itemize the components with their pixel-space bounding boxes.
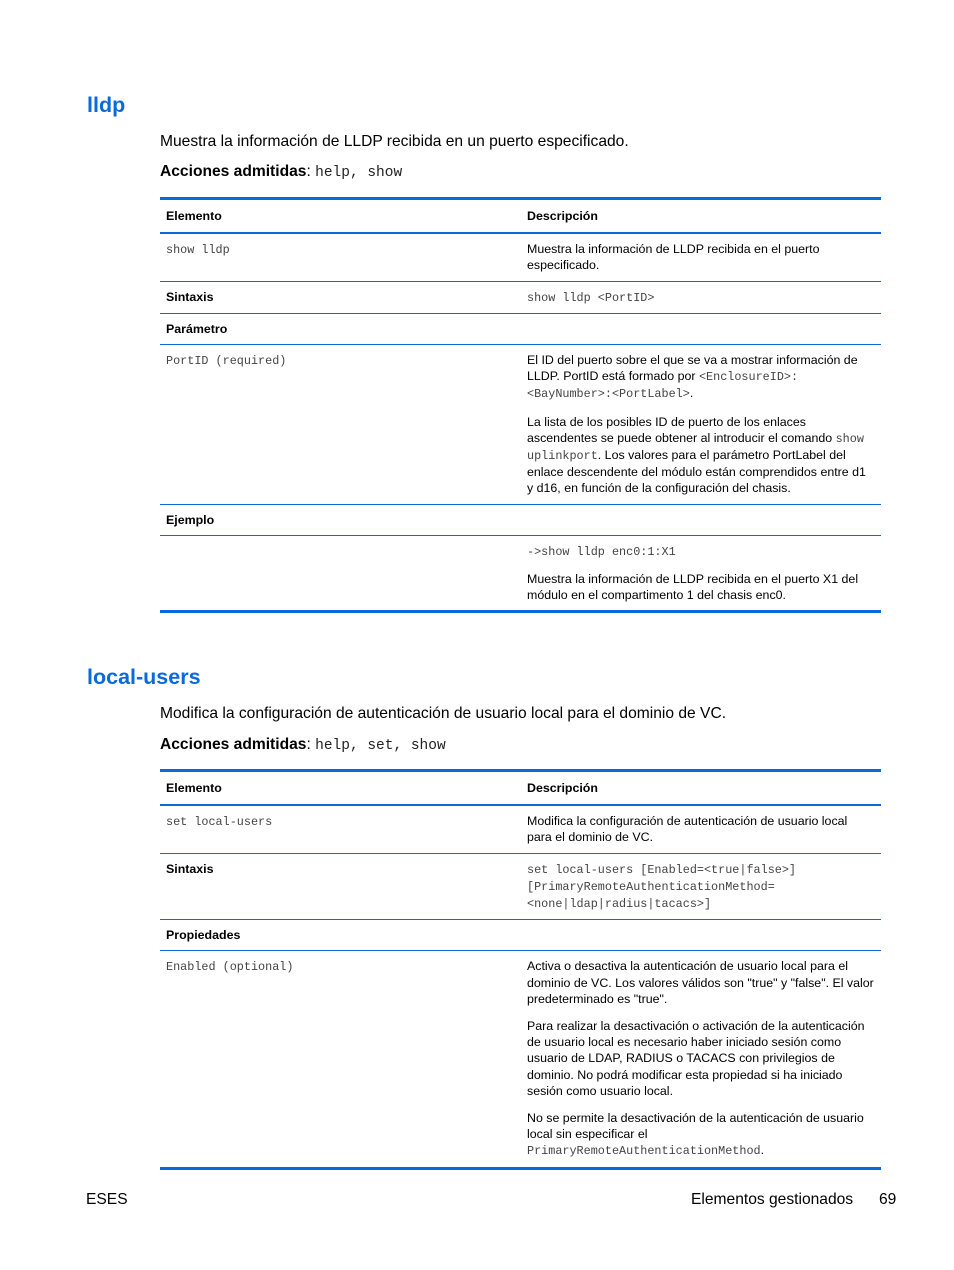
table-row (160, 504, 881, 535)
actions-separator: : (306, 736, 316, 753)
prop-description-2: Para realizar la desactivación o activación de la autenticación de usuario local es necesario haber iniciado sesión como usuario de LDAP, RADIUS o TACACS con privilegios de dominio. No podrá modificar esta propiedad si ha iniciado sesión como usuario local. (527, 1019, 865, 1098)
param-desc2-text: La lista de los posibles ID de puerto de los enlaces ascendentes se puede obtener al introducir el comando (527, 414, 836, 445)
footer-left: ESES (86, 1191, 128, 1208)
prop-name: Enabled (optional) (166, 960, 294, 975)
item-description: Muestra la información de LLDP recibida en el puerto especificado. (521, 233, 881, 281)
header-elemento: Elemento (160, 199, 521, 234)
sintaxis-value: set local-users [Enabled=<true|false>] [PrimaryRemoteAuthenticationMethod=<none|ldap|radius|tacacs>] (527, 862, 797, 912)
prop-desc3-end: . (760, 1143, 765, 1158)
actions-label: Acciones admitidas (160, 736, 307, 753)
table-row (160, 535, 881, 612)
param-desc1-code: <EnclosureID>:<BayNumber>:<PortLabel> (527, 370, 799, 402)
param-desc1-text: El ID del puerto sobre el que se va a mostrar información de LLDP. PortID está formado por (527, 353, 858, 384)
ejemplo-command: ->show lldp enc0:1:X1 (527, 544, 676, 559)
local-users-table (160, 769, 881, 1170)
item-description: Modifica la configuración de autenticación de usuario local para el dominio de VC. (521, 805, 881, 853)
param-description-1 (527, 352, 875, 403)
section-title-lldp: lldp (87, 93, 126, 117)
table-row (160, 805, 881, 853)
prop-desc3-code: PrimaryRemoteAuthenticationMethod (527, 1144, 761, 1159)
table-row (160, 853, 881, 920)
actions-label: Acciones admitidas (160, 163, 307, 180)
item-command: show lldp (166, 243, 230, 258)
local-users-actions (160, 736, 446, 754)
ejemplo-description: Muestra la información de LLDP recibida en el puerto X1 del módulo en el compartimento 1 del chasis enc0. (527, 572, 859, 603)
param-description-2 (527, 414, 875, 497)
param-name: PortID (required) (166, 354, 287, 369)
sintaxis-label: Sintaxis (160, 281, 521, 313)
param-desc1-end: . (689, 386, 694, 401)
actions-value: help, show (315, 165, 403, 181)
prop-desc3-text: No se permite la desactivación de la autenticación de usuario local sin especificar el (527, 1111, 864, 1142)
footer-section: Elementos gestionados (691, 1191, 854, 1208)
sintaxis-label: Sintaxis (160, 853, 521, 920)
sintaxis-value: show lldp <PortID> (527, 290, 655, 305)
param-desc2-code: show uplinkport (527, 431, 864, 464)
param-desc2-end: . Los valores para el parámetro PortLabel del enlace descendente del módulo están comprendidos entre d1 y d16, en función de la configuración del chasis. (527, 448, 866, 496)
lldp-actions (160, 163, 402, 181)
lldp-table (160, 197, 881, 613)
table-row (160, 233, 881, 281)
propiedades-label: Propiedades (160, 920, 521, 951)
table-row (160, 281, 881, 313)
table-row (160, 951, 881, 1168)
prop-description-3 (527, 1110, 875, 1160)
table-header-row (160, 771, 881, 806)
local-users-intro: Modifica la configuración de autenticación de usuario local para el dominio de VC. (160, 705, 727, 722)
header-descripcion: Descripción (521, 771, 881, 806)
actions-value: help, set, show (315, 738, 446, 754)
table-row (160, 920, 881, 951)
page-number: 69 (879, 1191, 897, 1208)
section-title-local-users: local-users (87, 665, 201, 689)
prop-description-1: Activa o desactiva la autenticación de usuario local para el dominio de VC. Los valores válidos son "true" y "false". El valor predeterminado es "true". (527, 959, 874, 1006)
header-elemento: Elemento (160, 771, 521, 806)
table-header-row (160, 199, 881, 234)
actions-separator: : (306, 163, 316, 180)
table-row (160, 345, 881, 505)
parametro-label: Parámetro (160, 313, 521, 344)
table-row (160, 313, 881, 344)
ejemplo-label: Ejemplo (160, 504, 521, 535)
lldp-intro: Muestra la información de LLDP recibida en un puerto especificado. (160, 133, 629, 150)
header-descripcion: Descripción (521, 199, 881, 234)
item-command: set local-users (166, 815, 273, 830)
